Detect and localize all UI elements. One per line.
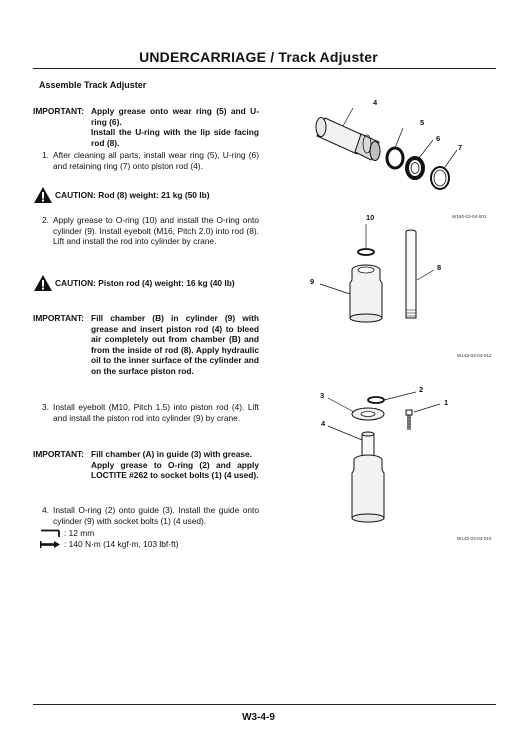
- cylinder-rod-illustration: [316, 210, 456, 338]
- important-label: IMPORTANT:: [33, 106, 85, 116]
- step-text: Install O-ring (2) onto guide (3). Install the guide onto cylinder (9) with socket bolts (1) (4 used).: [53, 505, 259, 526]
- torque-wrench-icon: [33, 540, 64, 549]
- important-note-1: [33, 106, 259, 148]
- hex-wrench-icon: [33, 529, 64, 538]
- important-label: IMPORTANT:: [33, 449, 85, 459]
- figure-1-code: W160-03-04-001: [452, 214, 487, 219]
- torque-spec: [33, 539, 259, 550]
- step-text: Install eyebolt (M10, Pitch 1.5) into piston rod (4). Lift and install the piston rod into cylinder (9) by crane.: [53, 402, 259, 423]
- callout-label: 2: [419, 385, 424, 394]
- step-3: [33, 402, 259, 423]
- step-number: 2.: [42, 215, 49, 225]
- warning-triangle-icon: [33, 274, 55, 292]
- header-rule: [33, 68, 496, 69]
- caution-1-text: Rod (8) weight: 21 kg (50 lb): [98, 190, 210, 200]
- figure-2-code: W142-03-04-012: [457, 353, 492, 358]
- torque-value: : 140 N·m (14 kgf·m, 103 lbf·ft): [64, 539, 179, 550]
- figure-3: [320, 385, 460, 536]
- important-note-3: [33, 449, 259, 481]
- warning-triangle-icon: [33, 186, 55, 204]
- callout-label: 4: [321, 419, 326, 428]
- step-number: 1.: [42, 150, 49, 160]
- figure-3-code: W142-03-04-010: [457, 536, 492, 541]
- page-number: W3-4-9: [242, 712, 275, 723]
- important-1-line-1: Apply grease onto wear ring (5) and U-ring (6).: [91, 106, 259, 127]
- important-1-line-2: Install the U-ring with the lip side facing rod (8).: [91, 127, 259, 148]
- callout-label: 1: [444, 398, 449, 407]
- guide-installation-illustration: [320, 388, 460, 536]
- piston-rod-rings-illustration: [315, 96, 475, 196]
- caution-label: CAUTION:: [55, 278, 96, 288]
- step-number: 3.: [42, 402, 49, 412]
- callout-label: 4: [373, 98, 378, 107]
- callout-label: 3: [320, 391, 325, 400]
- step-4: [33, 505, 259, 550]
- important-note-2: [33, 313, 259, 377]
- step-text: After cleaning all parts, install wear ring (5), U-ring (6) and retaining ring (7) onto piston rod (4).: [53, 150, 259, 171]
- wrench-spec: [33, 528, 259, 539]
- caution-2: [33, 274, 259, 292]
- footer-rule: [33, 704, 496, 705]
- figure-2: [310, 210, 456, 338]
- step-2: [33, 215, 259, 247]
- important-3-line-2: Apply grease to O-ring (2) and apply LOCTITE #262 to socket bolts (1) (4 used).: [91, 459, 259, 481]
- caution-1: [33, 186, 259, 204]
- wrench-size: : 12 mm: [64, 528, 95, 539]
- important-2-text: Fill chamber (B) in cylinder (9) with grease and insert piston rod (4) to bleed air completely out from chamber (B) and from the inside of rod (8). Apply hydraulic oil to the inner surface of the cylinder and on the surface piston rod.: [91, 313, 259, 376]
- step-text: Apply grease to O-ring (10) and install the O-ring onto cylinder (9). Install eyebolt (M16, Pitch 2.0) into rod (8). Lift and install the rod into cylinder by crane.: [53, 215, 259, 247]
- caution-label: CAUTION:: [55, 190, 96, 200]
- important-3-line-1: Fill chamber (A) in guide (3) with grease.: [91, 449, 253, 459]
- important-label: IMPORTANT:: [33, 313, 85, 323]
- section-heading: Assemble Track Adjuster: [39, 80, 147, 90]
- page-title: UNDERCARRIAGE / Track Adjuster: [139, 49, 378, 65]
- callout-label: 5: [420, 118, 425, 127]
- step-number: 4.: [42, 505, 49, 515]
- callout-label: 9: [310, 277, 315, 286]
- callout-label: 8: [437, 263, 442, 272]
- callout-label: 7: [458, 143, 463, 152]
- callout-label: 6: [436, 134, 441, 143]
- step-1: [33, 150, 259, 171]
- figure-1: [315, 96, 475, 196]
- callout-label: 10: [366, 213, 375, 222]
- caution-2-text: Piston rod (4) weight: 16 kg (40 lb): [98, 278, 235, 288]
